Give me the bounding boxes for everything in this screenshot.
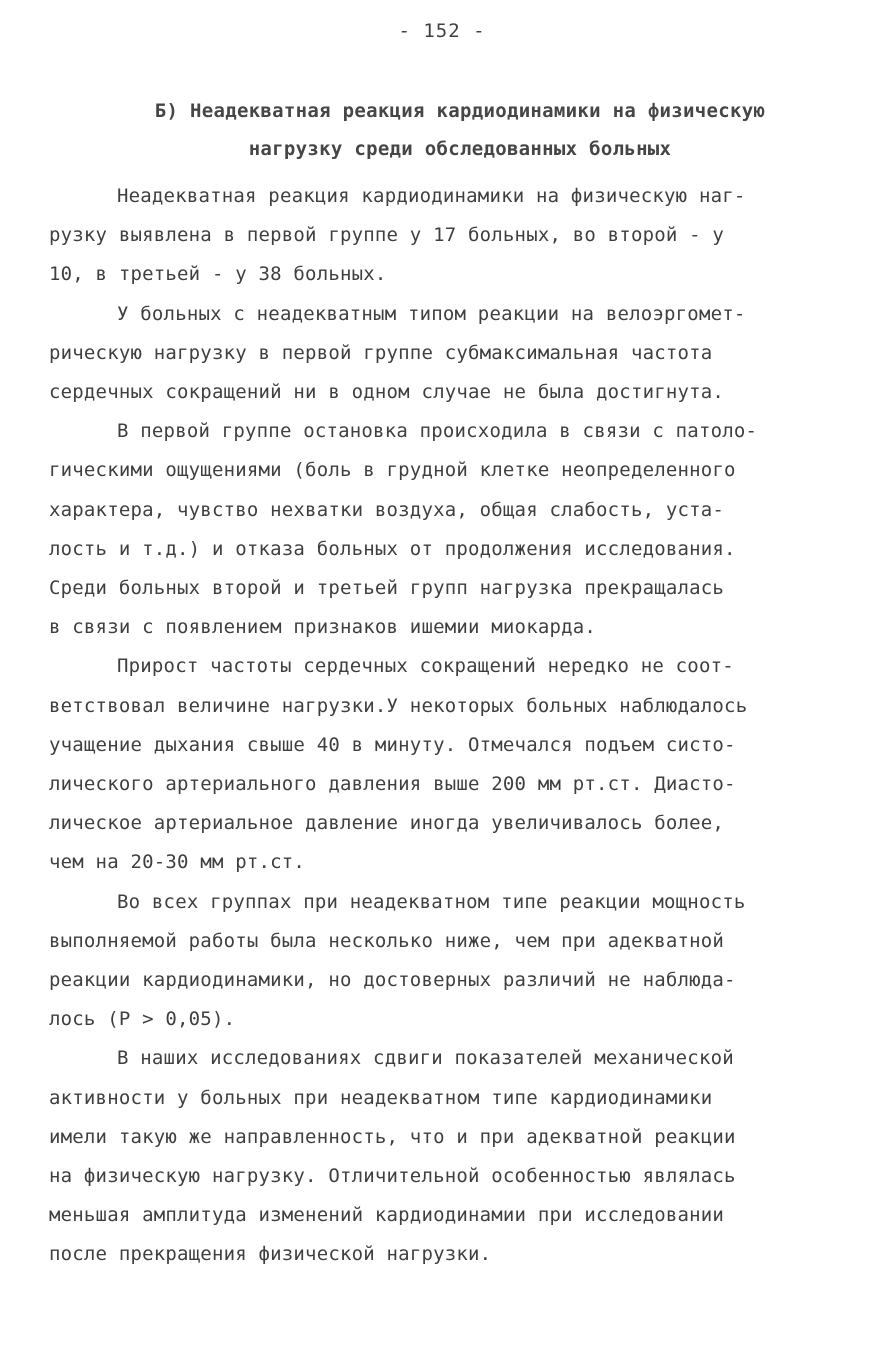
text-line: активности у больных при неадекватном типе кардиодинамики	[49, 1086, 713, 1109]
text-line: имели такую же направленность, что и при адекватной реакции	[49, 1125, 736, 1148]
text-line: ветствовал величине нагрузки.У некоторых больных наблюдалось	[49, 694, 748, 717]
page-number: - 152 -	[398, 20, 486, 42]
paragraph	[49, 883, 849, 1040]
text-line: Прирост частоты сердечных сокращений нередко не соот-	[117, 655, 734, 678]
text-line: лость и т.д.) и отказа больных от продолжения исследования.	[49, 537, 736, 560]
text-line: Во всех группах при неадекватном типе реакции мощность	[117, 890, 746, 913]
text-line: в связи с появлением признаков ишемии миокарда.	[49, 616, 597, 639]
paragraph	[49, 295, 849, 413]
paragraph	[49, 1039, 849, 1274]
text-line: учащение дыхания свыше 40 в минуту. Отмечался подъем систо-	[49, 733, 736, 756]
text-line: чем на 20-30 мм рт.ст.	[49, 851, 306, 874]
text-line: сердечных сокращений ни в одном случае не была достигнута.	[49, 381, 725, 404]
section-heading	[60, 92, 860, 168]
text-line: В наших исследованиях сдвиги показателей механической	[117, 1047, 734, 1070]
text-line: после прекращения физической нагрузки.	[49, 1243, 492, 1266]
text-line: выполняемой работы была несколько ниже, чем при адекватной	[49, 929, 725, 952]
text-line: 10, в третьей - у 38 больных.	[49, 263, 387, 286]
paragraph	[49, 412, 849, 647]
text-line: характера, чувство нехватки воздуха, общая слабость, уста-	[49, 498, 725, 521]
heading-line: Б) Неадекватная реакция кардиодинамики на физическую	[154, 100, 766, 122]
body-text	[49, 177, 849, 1275]
text-line: лического артериального давления выше 200 мм рт.ст. Диасто-	[49, 773, 736, 796]
text-line: на физическую нагрузку. Отличительной особенностью являлась	[49, 1165, 736, 1188]
heading-line: нагрузку среди обследованных больных	[248, 138, 672, 160]
paragraph	[49, 177, 849, 295]
text-line: лось (P > 0,05).	[49, 1008, 236, 1031]
text-line: лическое артериальное давление иногда увеличивалось более,	[49, 812, 725, 835]
text-line: рузку выявлена в первой группе у 17 больных, во второй - у	[49, 224, 725, 247]
text-line: гическими ощущениями (боль в грудной клетке неопределенного	[49, 459, 736, 482]
text-line: Среди больных второй и третьей групп нагрузка прекращалась	[49, 577, 725, 600]
text-line: меньшая амплитуда изменений кардиодинамии при исследовании	[49, 1204, 725, 1227]
text-line: Неадекватная реакция кардиодинамики на физическую наг-	[117, 185, 746, 207]
text-line: рическую нагрузку в первой группе субмаксимальная частота	[49, 341, 713, 364]
text-line: В первой группе остановка происходила в связи с патоло-	[117, 420, 758, 443]
text-line: реакции кардиодинамики, но достоверных различий не наблюда-	[49, 969, 736, 992]
paragraph	[49, 647, 849, 882]
text-line: У больных с неадекватным типом реакции на велоэргомет-	[117, 302, 746, 325]
